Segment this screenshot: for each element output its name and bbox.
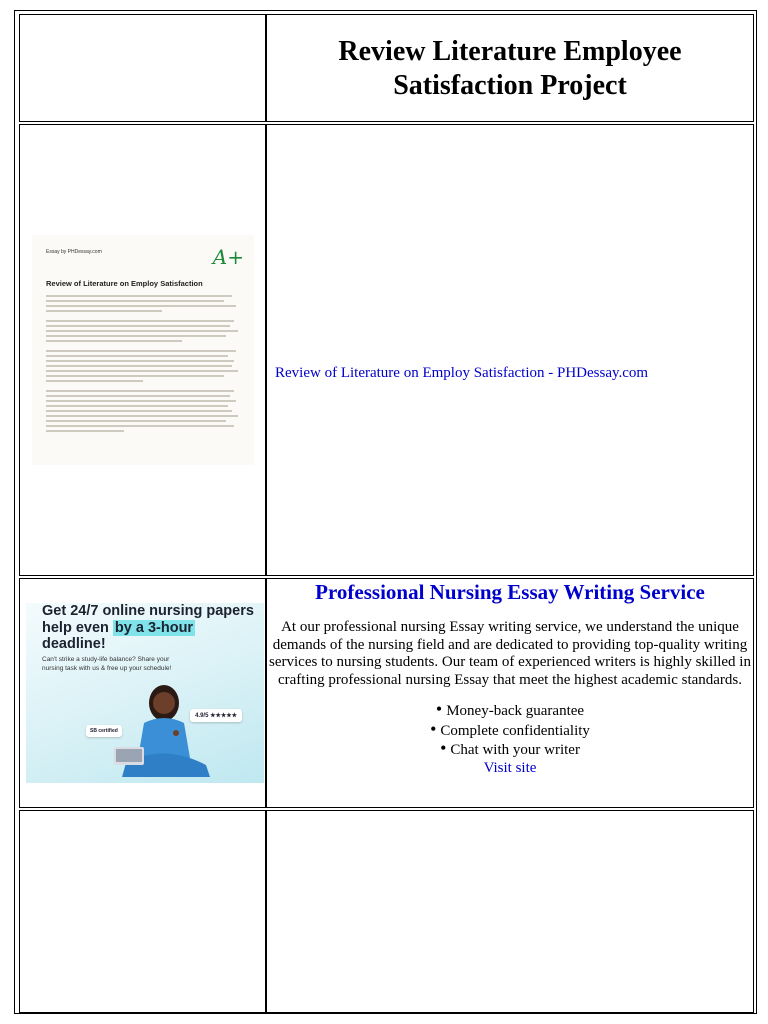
grade-mark: A+ <box>212 245 244 269</box>
empty-left-cell <box>19 810 266 1013</box>
feature-item: • Chat with your writer <box>267 740 753 760</box>
ad-image-headline: Get 24/7 online nursing papers help even by a 3-hour deadline! <box>42 603 254 652</box>
thumbnail-text-lines <box>46 295 240 435</box>
thumbnail-doc-title: Review of Literature on Employ Satisfaction <box>46 279 203 288</box>
ad-feature-list <box>267 701 753 760</box>
feature-item: • Complete confidentiality <box>267 721 753 741</box>
nurse-illustration <box>106 673 226 783</box>
ad-description: At our professional nursing Essay writing service, we understand the unique demands of the nursing field and are dedicated to providing top-quality writing services to nursing students. Our team of experienced writers is highly skilled in crafting professional nursing Essay that meet the highest academic standards. <box>269 619 751 688</box>
page-title: Review Literature Employee Satisfaction Project <box>338 36 682 101</box>
result-link-cell <box>266 124 754 576</box>
essay-thumbnail[interactable] <box>32 235 254 465</box>
ad-image-subtext: Can't strike a study-life balance? Share your nursing task with us & free up your schedule! <box>42 656 172 672</box>
certified-badge: SB certified <box>86 725 122 737</box>
empty-right-cell <box>266 810 754 1013</box>
feature-item: • Money-back guarantee <box>267 701 753 721</box>
ad-text-cell <box>266 578 754 808</box>
ad-image-cell <box>19 578 266 808</box>
page-table <box>14 10 757 1014</box>
result-link[interactable]: Review of Literature on Employ Satisfaction - PHDessay.com <box>275 365 649 381</box>
ad-heading[interactable]: Professional Nursing Essay Writing Service <box>315 580 705 604</box>
header-title-cell <box>266 14 754 122</box>
rating-badge: 4.9/5 ★★★★★ <box>190 709 242 722</box>
header-left-cell <box>19 14 266 122</box>
thumbnail-source: Essay by PHDessay.com <box>46 249 102 255</box>
nursing-ad-image[interactable] <box>26 603 264 783</box>
visit-site-link[interactable]: Visit site <box>483 759 537 776</box>
result-thumbnail-cell <box>19 124 266 576</box>
